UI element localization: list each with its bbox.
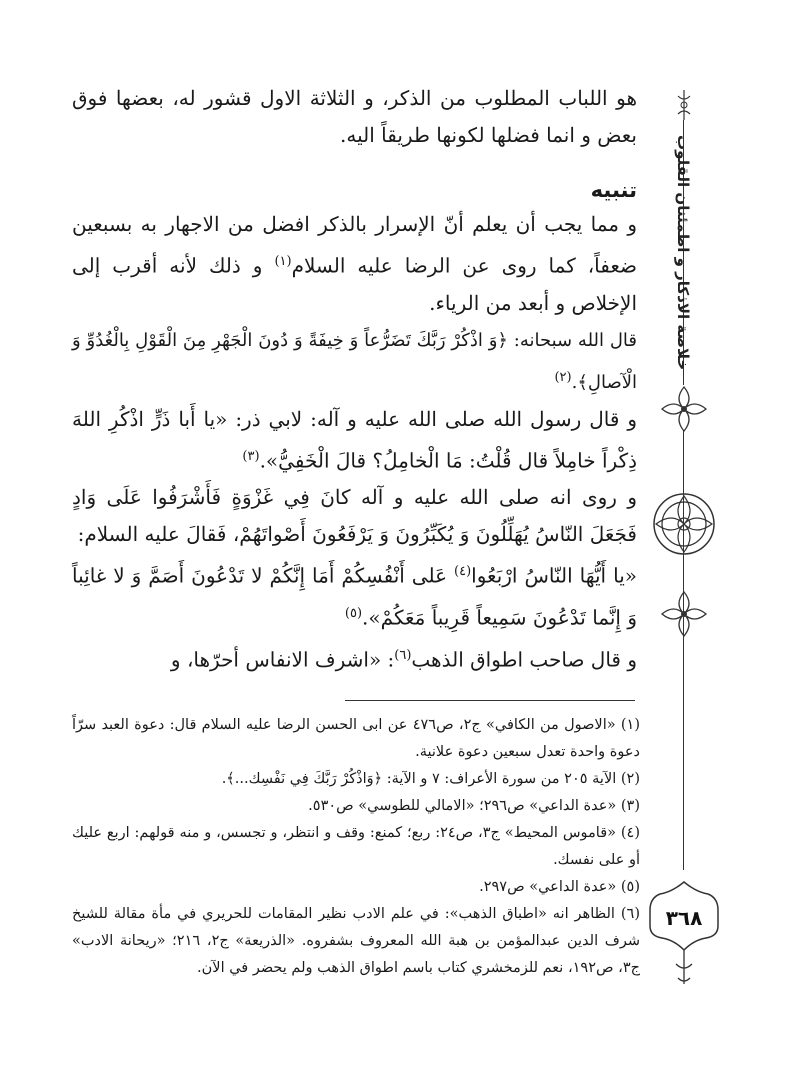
paragraph-4-text: و قال رسول الله صلى الله عليه و آله: لابي ذر: «يا أَبا ذَرٍّ اذْكُرِ اللهَ ذِكْراً خامِلاً قال قُلْتُ: مَا الْخامِلُ؟ قالَ الْخَفِيُّ».: [72, 406, 637, 473]
footnote-6: (٦) الظاهر انه «اطباق الذهب»: في علم الادب نظير المقامات للحريري في مأة مقالة للشيخ شرف الدين عبدالمؤمن بن هبة الله المعروف بشفروه. «الذريعة» ج٢، ٢١٦؛ «ريحانة الادب» ج٣، ص١٩٢، نعم للزمخشري كتاب باسم اطواق الذهب ولم يحضر في الآن.: [72, 906, 640, 976]
paragraph-2-text-b: و ذلك لأنه أقرب إلى الإخلاص و أبعد من الرياء.: [72, 253, 637, 315]
paragraph-7-text-a: و قال صاحب اطواق الذهب: [411, 647, 637, 672]
page-number: ٣٦٨: [665, 906, 703, 930]
footnotes: [72, 712, 640, 982]
running-title: خلاصة الاذكار و اطمئنان القلوب: [674, 135, 692, 371]
paragraph-6: [72, 553, 637, 636]
paragraph-4: [72, 401, 637, 480]
page-number-frame-icon: [648, 880, 720, 990]
footnote-ref-3[interactable]: (٣): [242, 448, 260, 464]
main-text: [72, 80, 637, 678]
paragraph-7: [72, 637, 637, 679]
section-heading: تنبيه: [590, 178, 637, 202]
footnote-3: (٣) «عدة الداعي» ص٢٩٦؛ «الامالي للطوسي» ص٥٣٠.: [308, 798, 640, 814]
paragraph-5-text: و روى انه صلى الله عليه و آله كانَ فِي غَزْوَةٍ فَأَشْرَفُوا عَلَى وَادٍ فَجَعَلَ النّاسُ يُهَلِّلُونَ وَ يُكَبِّرُونَ وَ يَرْفَعُونَ أَصْواتَهُمْ، فَقالَ عليه السلام:: [72, 485, 637, 547]
paragraph-5: [72, 479, 637, 553]
paragraph-2: [72, 206, 637, 322]
paragraph-3-text: قال الله سبحانه: ﴿وَ اذْكُرْ رَبَّكَ تَضَرُّعاً وَ خِيفَةً وَ دُونَ الْجَهْرِ مِنَ الْقَوْلِ بِالْغُدُوِّ وَ الْآصالِ﴾.: [72, 329, 637, 393]
footnote-ref-4[interactable]: (٤): [454, 564, 472, 580]
paragraph-3: [72, 322, 637, 401]
footnote-separator: [345, 700, 635, 701]
footnote-ref-5[interactable]: (٥): [344, 605, 363, 621]
footnote-1: (١) «الاصول من الكافي» ج٢، ص٤٧٦ عن ابى الحسن الرضا عليه السلام قال: دعوة العبد سرّاً دعوة واحدة تعدل سبعين دعوة علانية.: [72, 717, 641, 760]
footnote-ref-2[interactable]: (٢): [554, 369, 572, 385]
flourish-lower-icon: [660, 590, 708, 638]
paragraph-1-text: هو اللباب المطلوب من الذكر، و الثلاثة الاول قشور له، بعضها فوق بعض و انما فضلها لكونها طريقاً اليه.: [72, 86, 637, 147]
footnote-2: (٢) الآية ٢٠٥ من سورة الأعراف: ٧ و الآية: ﴿وَاذْكُرْ رَبَّكَ فِي نَفْسِك...﴾.: [221, 771, 640, 787]
paragraph-2-text-a: و مما يجب أن يعلم أنّ الإسرار بالذكر افضل من الاجهار به بسبعين ضعفاً، كما روى عن الرضا عليه السلام: [72, 212, 638, 278]
footnote-4: (٤) «قاموس المحيط» ج٣، ص٢٤: ربع؛ كمنع: وقف و انتظر، و تجسس، و منه قولهم: اربع عليك أو على نفسك.: [72, 825, 640, 868]
paragraph-7-text-b: : «اشرف الانفاس أحرّها، و: [170, 647, 395, 672]
paragraph-6-text-b: عَلى أَنْفُسِكُمْ أَمَا إِنَّكُمْ لا تَدْعُونَ أَصَمَّ وَ لا غائِباً وَ إِنَّما تَدْعُونَ سَمِيعاً قَرِيباً مَعَكُمْ».: [72, 563, 637, 630]
footnote-5: (٥) «عدة الداعي» ص٢٩٧.: [479, 879, 640, 895]
medallion-icon: [650, 490, 718, 558]
footnote-ref-6[interactable]: (٦): [394, 647, 412, 663]
flourish-upper-icon: [660, 385, 708, 433]
paragraph-6-text-a: «يا أَيُّهَا النّاسُ ارْبَعُوا: [471, 563, 637, 588]
flourish-top-icon: [672, 88, 696, 122]
footnote-ref-1[interactable]: (١): [274, 254, 292, 269]
paragraph-1: [72, 80, 637, 154]
